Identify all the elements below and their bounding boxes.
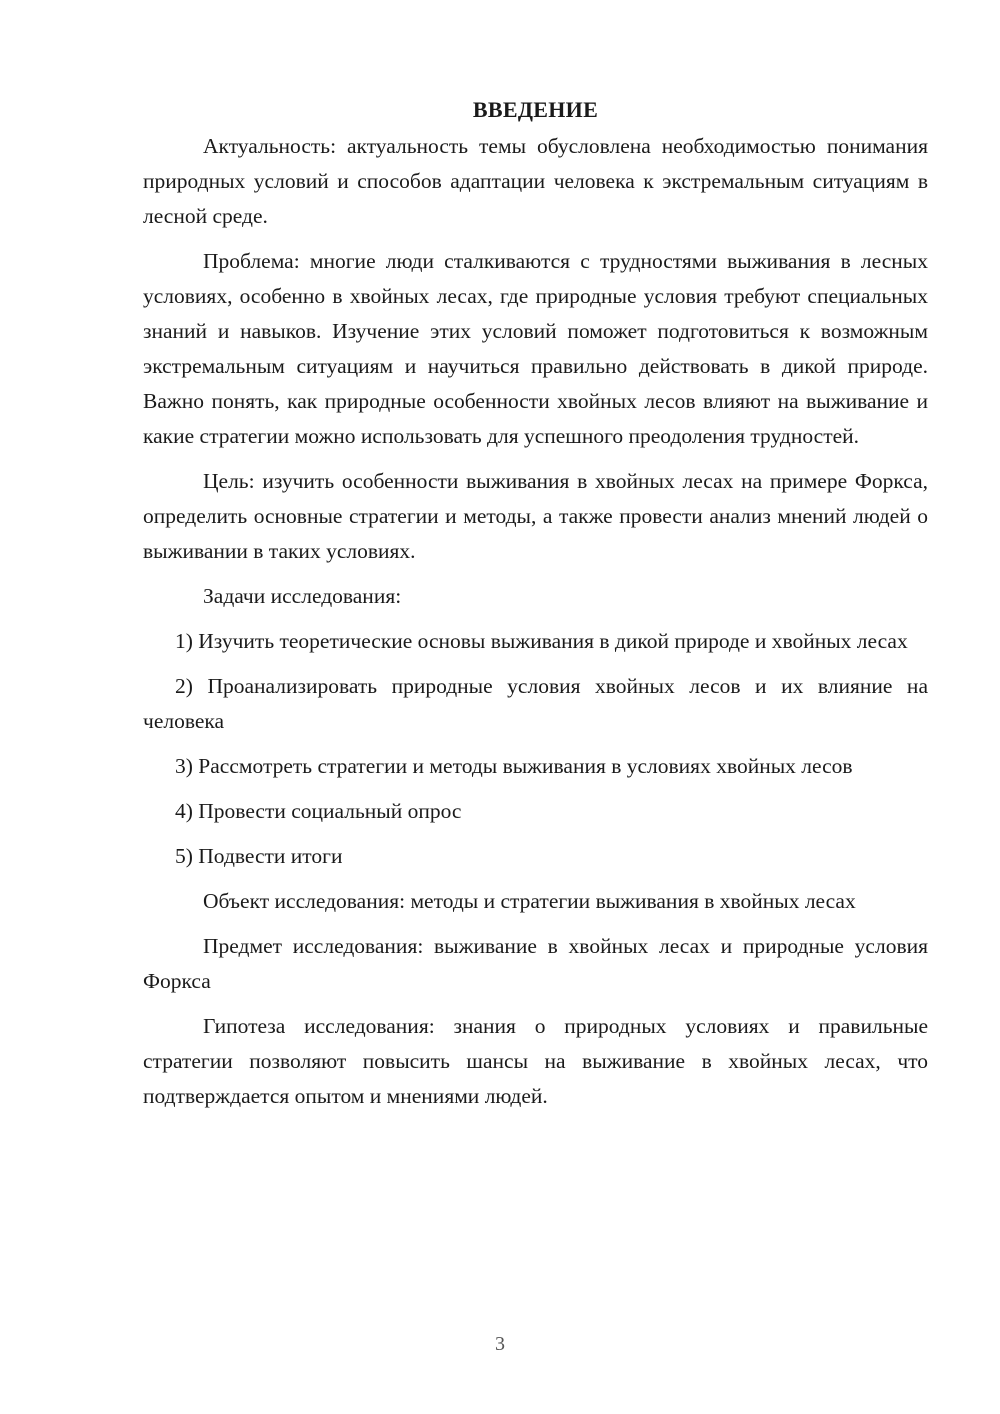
paragraph-actuality: Актуальность: актуальность темы обусловлена необходимостью понимания природных условий и способов адаптации человека к экстремальным ситуациям в лесной среде. xyxy=(143,134,928,228)
task-item: 5) Подвести итоги xyxy=(175,844,343,868)
task-item: 2) Проанализировать природные условия хвойных лесов и их влияние на человека xyxy=(143,674,928,733)
paragraph-object: Объект исследования: методы и стратегии выживания в хвойных лесах xyxy=(203,889,856,913)
task-item: 3) Рассмотреть стратегии и методы выживания в условиях хвойных лесов xyxy=(175,754,853,778)
document-page xyxy=(143,92,928,1124)
paragraph-goal: Цель: изучить особенности выживания в хвойных лесах на примере Форкса, определить основные стратегии и методы, а также провести анализ мнений людей о выживании в таких условиях. xyxy=(143,469,928,563)
paragraph-problem: Проблема: многие люди сталкиваются с трудностями выживания в лесных условиях, особенно в хвойных лесах, где природные условия требуют специальных знаний и навыков. Изучение этих условий поможет подготовиться к возможным экстремальным ситуациям и научиться правильно действовать в дикой природе. Важно понять, как природные особенности хвойных лесов влияют на выживание и какие стратегии можно использовать для успешного преодоления трудностей. xyxy=(143,249,928,448)
task-item: 1) Изучить теоретические основы выживания в дикой природе и хвойных лесах xyxy=(175,629,908,653)
paragraph-tasks-intro: Задачи исследования: xyxy=(203,584,402,608)
page-number: 3 xyxy=(495,1333,505,1355)
paragraph-hypothesis: Гипотеза исследования: знания о природных условиях и правильные стратегии позволяют повысить шансы на выживание в хвойных лесах, что подтверждается опытом и мнениями людей. xyxy=(143,1014,928,1108)
paragraph-subject: Предмет исследования: выживание в хвойных лесах и природные условия Форкса xyxy=(143,934,928,993)
task-item: 4) Провести социальный опрос xyxy=(175,799,462,823)
section-heading: ВВЕДЕНИЕ xyxy=(472,97,599,122)
